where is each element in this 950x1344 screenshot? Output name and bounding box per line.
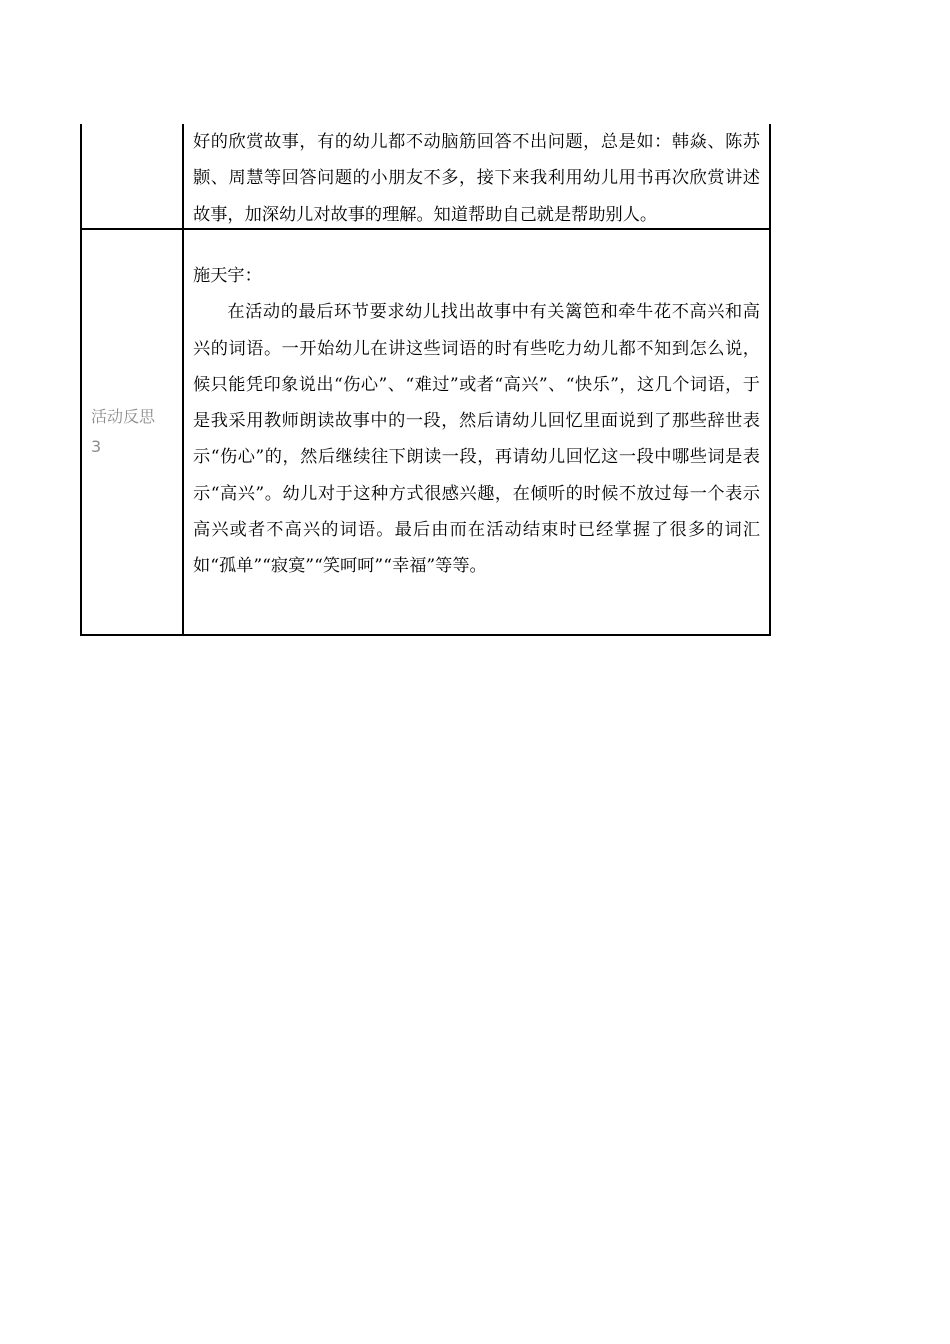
row-label-cell — [80, 124, 184, 228]
table-row — [80, 228, 771, 636]
author-name: 施天宇： — [193, 266, 262, 286]
row-label-cell — [80, 230, 184, 634]
content-paragraph: 好的欣赏故事，有的幼儿都不动脑筋回答不出问题，总是如：韩焱、陈苏颢、周慧等回答问题的小朋友不多，接下来我利用幼儿用书再次欣赏讲述故事，加深幼儿对故事的理解。知道帮助自己就是帮助别人。 — [193, 132, 760, 225]
reflection-table — [80, 124, 771, 636]
row-content-cell — [184, 124, 771, 228]
activity-reflection-number: 3 — [91, 437, 102, 456]
table-row — [80, 124, 771, 228]
activity-reflection-label: 活动反思 — [91, 407, 156, 426]
row-content-cell — [184, 230, 771, 634]
content-paragraph: 在活动的最后环节要求幼儿找出故事中有关篱笆和牵牛花不高兴和高兴的词语。一开始幼儿在讲这些词语的时有些吃力幼儿都不知到怎么说，候只能凭印象说出“伤心”、“难过”或者“高兴”、“快乐”，这几个词语，于是我采用教师朗读故事中的一段，然后请幼儿回忆里面说到了那些辞世表示“伤心”的，然后继续往下朗读一段，再请幼儿回忆这一段中哪些词是表示“高兴”。幼儿对于这种方式很感兴趣，在倾听的时候不放过每一个表示高兴或者不高兴的词语。最后由而在活动结束时已经掌握了很多的词汇如“孤单”“寂寞”“笑呵呵”“幸福”等等。 — [193, 302, 760, 577]
